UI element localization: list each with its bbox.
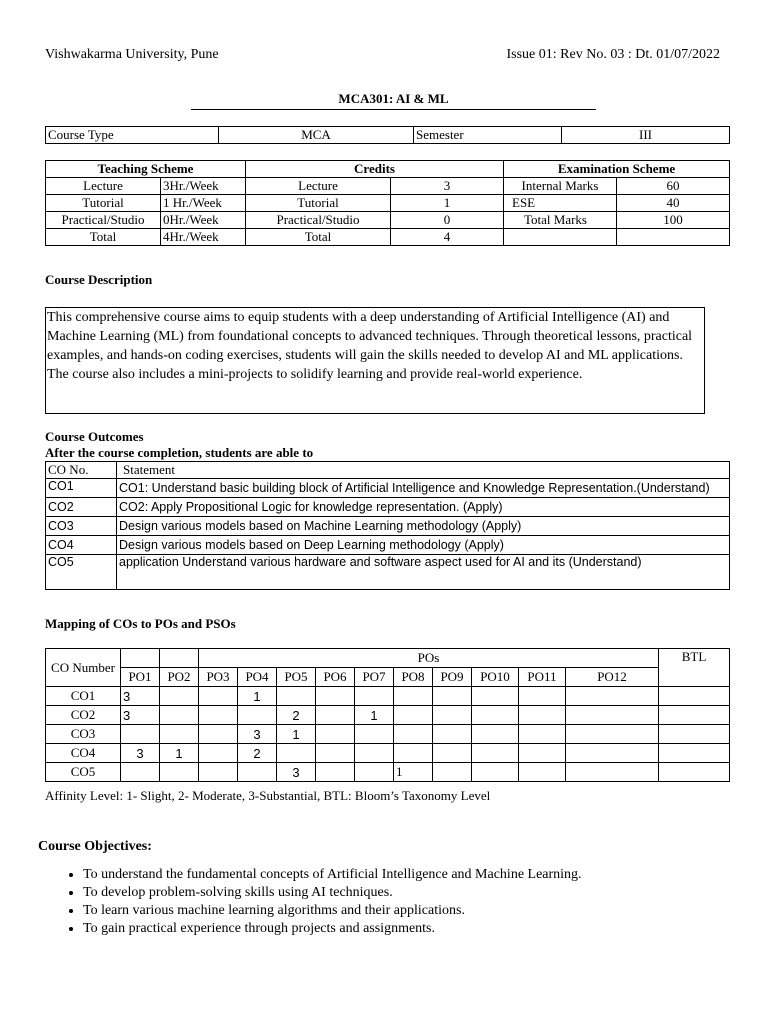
btl-header: BTL <box>659 649 730 687</box>
header-issue: Issue 01: Rev No. 03 : Dt. 01/07/2022 <box>506 47 720 62</box>
table-cell: 1 <box>238 687 277 706</box>
po-col-header: PO1 <box>121 668 160 687</box>
table-cell: 1 <box>391 195 504 212</box>
header-university: Vishwakarma University, Pune <box>45 47 219 62</box>
table-cell <box>519 744 566 763</box>
po-col-header: PO8 <box>394 668 433 687</box>
table-cell: Practical/Studio <box>246 212 391 229</box>
table-cell <box>519 706 566 725</box>
table-cell <box>160 649 199 668</box>
table-cell <box>355 687 394 706</box>
table-cell <box>199 706 238 725</box>
co-id: CO2 <box>46 498 117 517</box>
table-cell <box>238 763 277 782</box>
table-cell: 1 Hr./Week <box>161 195 246 212</box>
table-cell: 3 <box>121 706 160 725</box>
table-row <box>46 555 730 590</box>
table-cell <box>199 744 238 763</box>
table-cell <box>394 725 433 744</box>
table-row <box>46 479 730 498</box>
co-number-header: CO Number <box>46 649 121 687</box>
po-col-header: PO6 <box>316 668 355 687</box>
table-cell <box>316 763 355 782</box>
table-row <box>46 195 730 212</box>
scheme-table <box>45 160 730 246</box>
table-cell <box>433 725 472 744</box>
table-cell: 3 <box>121 744 160 763</box>
table-cell <box>316 725 355 744</box>
table-cell: Internal Marks <box>504 178 617 195</box>
table-cell: 4 <box>391 229 504 246</box>
list-item: • To learn various machine learning algorithms and their applications. <box>83 902 582 920</box>
co-statement: CO2: Apply Propositional Logic for knowledge representation. (Apply) <box>117 498 730 517</box>
course-info-table <box>45 126 730 144</box>
po-col-header: PO10 <box>472 668 519 687</box>
table-row <box>46 178 730 195</box>
exam-scheme-header: Examination Scheme <box>504 161 730 178</box>
table-cell <box>160 687 199 706</box>
po-col-header: PO2 <box>160 668 199 687</box>
po-col-header: PO7 <box>355 668 394 687</box>
table-cell <box>355 763 394 782</box>
table-cell: Total <box>46 229 161 246</box>
co-id: CO4 <box>46 744 121 763</box>
table-cell: 2 <box>238 744 277 763</box>
co-id: CO2 <box>46 706 121 725</box>
teaching-scheme-header: Teaching Scheme <box>46 161 246 178</box>
table-cell <box>199 687 238 706</box>
table-cell: 0Hr./Week <box>161 212 246 229</box>
table-cell <box>316 744 355 763</box>
co-no-header: CO No. <box>46 462 117 479</box>
co-id: CO1 <box>46 479 117 498</box>
table-cell <box>519 687 566 706</box>
table-cell: 1 <box>355 706 394 725</box>
credits-header: Credits <box>246 161 504 178</box>
table-cell: 40 <box>617 195 730 212</box>
pos-header: POs <box>199 649 659 668</box>
course-description-text: This comprehensive course aims to equip students with a deep understanding of Artificial Intelligence (AI) and Machine Learning (ML) from foundational concepts to advanced techniques. Through theoretical lessons, practical examples, and hands-on coding exercises, students will gain the skills needed to develop AI and ML applications. The course also includes a mini-projects to solidify learning and provide real-world experience. <box>45 307 705 414</box>
table-row <box>46 212 730 229</box>
co-po-mapping-table <box>45 648 730 782</box>
course-outcomes-subtitle: After the course completion, students are able to <box>45 445 314 460</box>
table-cell <box>472 706 519 725</box>
table-cell <box>659 725 730 744</box>
table-row <box>46 744 730 763</box>
table-cell <box>566 763 659 782</box>
course-title: MCA301: AI & ML <box>191 91 596 110</box>
table-cell <box>519 763 566 782</box>
table-cell: ESE <box>504 195 617 212</box>
table-cell <box>504 229 617 246</box>
table-row <box>46 725 730 744</box>
table-cell: 3 <box>238 725 277 744</box>
table-cell <box>121 763 160 782</box>
course-description-title: Course Description <box>45 272 153 287</box>
table-row <box>46 229 730 246</box>
co-id: CO3 <box>46 725 121 744</box>
po-col-header: PO11 <box>519 668 566 687</box>
table-cell: 60 <box>617 178 730 195</box>
table-row <box>46 517 730 536</box>
table-row <box>46 706 730 725</box>
table-cell <box>659 763 730 782</box>
course-type-value: MCA <box>219 127 414 144</box>
statement-header: Statement <box>117 462 730 479</box>
course-objectives-title: Course Objectives: <box>38 839 152 854</box>
table-cell <box>160 763 199 782</box>
table-cell <box>355 725 394 744</box>
table-cell <box>519 725 566 744</box>
po-col-header: PO12 <box>566 668 659 687</box>
table-cell <box>199 725 238 744</box>
table-cell: 1 <box>277 725 316 744</box>
list-item: • To develop problem-solving skills using AI techniques. <box>83 884 582 902</box>
table-cell: 3 <box>121 687 160 706</box>
table-cell: 100 <box>617 212 730 229</box>
co-statement: Design various models based on Deep Learning methodology (Apply) <box>117 536 730 555</box>
table-cell: Practical/Studio <box>46 212 161 229</box>
table-cell <box>659 706 730 725</box>
table-cell <box>355 744 394 763</box>
table-cell <box>433 706 472 725</box>
table-cell: 2 <box>277 706 316 725</box>
table-cell: 1 <box>160 744 199 763</box>
table-cell <box>394 706 433 725</box>
po-col-header: PO9 <box>433 668 472 687</box>
list-item: • To understand the fundamental concepts of Artificial Intelligence and Machine Learning. <box>83 866 582 884</box>
table-cell <box>238 706 277 725</box>
table-cell <box>566 687 659 706</box>
table-cell <box>566 706 659 725</box>
semester-value: III <box>562 127 730 144</box>
table-cell: 3Hr./Week <box>161 178 246 195</box>
table-cell <box>316 706 355 725</box>
po-col-header: PO4 <box>238 668 277 687</box>
table-cell <box>160 725 199 744</box>
table-cell <box>472 725 519 744</box>
table-cell: 0 <box>391 212 504 229</box>
table-cell: 3 <box>277 763 316 782</box>
po-col-header: PO3 <box>199 668 238 687</box>
table-row <box>46 536 730 555</box>
course-outcomes-table <box>45 461 730 590</box>
co-id: CO4 <box>46 536 117 555</box>
table-cell <box>472 744 519 763</box>
table-cell: Total <box>246 229 391 246</box>
table-cell: Lecture <box>246 178 391 195</box>
list-item: • To gain practical experience through projects and assignments. <box>83 920 582 938</box>
co-statement: Design various models based on Machine Learning methodology (Apply) <box>117 517 730 536</box>
table-cell <box>566 725 659 744</box>
table-cell: 4Hr./Week <box>161 229 246 246</box>
table-cell <box>277 744 316 763</box>
course-outcomes-title: Course Outcomes <box>45 429 144 444</box>
table-row <box>46 498 730 517</box>
table-row <box>46 687 730 706</box>
po-col-header: PO5 <box>277 668 316 687</box>
objectives-list <box>38 866 582 938</box>
table-cell <box>433 763 472 782</box>
table-cell <box>472 687 519 706</box>
co-id: CO5 <box>46 763 121 782</box>
table-cell: Tutorial <box>246 195 391 212</box>
table-cell <box>160 706 199 725</box>
table-cell <box>394 687 433 706</box>
semester-label: Semester <box>414 127 562 144</box>
table-cell <box>121 649 160 668</box>
table-cell <box>659 744 730 763</box>
table-cell: Total Marks <box>504 212 617 229</box>
table-cell <box>472 763 519 782</box>
table-cell <box>433 744 472 763</box>
table-cell <box>659 687 730 706</box>
co-id: CO1 <box>46 687 121 706</box>
table-cell <box>433 687 472 706</box>
co-statement: application Understand various hardware and software aspect used for AI and its (Understand) <box>117 555 730 590</box>
affinity-note: Affinity Level: 1- Slight, 2- Moderate, 3-Substantial, BTL: Bloom’s Taxonomy Level <box>45 788 491 803</box>
table-cell <box>617 229 730 246</box>
table-cell <box>277 687 316 706</box>
co-id: CO5 <box>46 555 117 590</box>
table-cell: Tutorial <box>46 195 161 212</box>
mapping-title: Mapping of COs to POs and PSOs <box>45 616 236 631</box>
table-cell <box>199 763 238 782</box>
table-cell: 3 <box>391 178 504 195</box>
table-cell <box>316 687 355 706</box>
table-cell <box>121 725 160 744</box>
table-cell: 1 <box>394 763 433 782</box>
course-type-label: Course Type <box>46 127 219 144</box>
table-cell: Lecture <box>46 178 161 195</box>
co-id: CO3 <box>46 517 117 536</box>
table-row <box>46 763 730 782</box>
table-cell <box>394 744 433 763</box>
table-cell <box>566 744 659 763</box>
co-statement: CO1: Understand basic building block of Artificial Intelligence and Knowledge Representation.(Understand) <box>117 479 730 498</box>
